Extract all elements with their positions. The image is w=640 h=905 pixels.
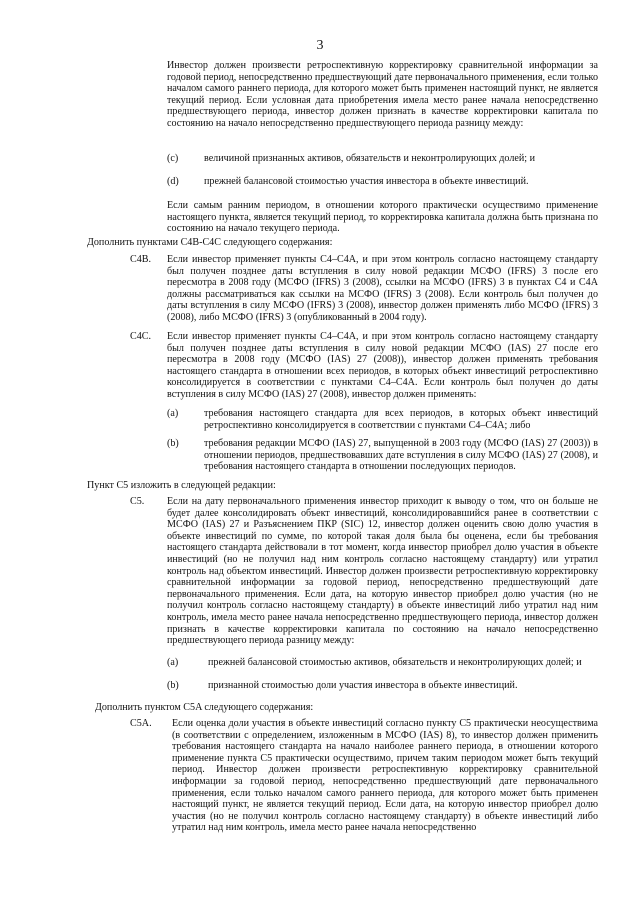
paragraph-text: Если инвестор применяет пункты С4–С4A, и при этом контроль согласно настоящему стандарту был получен позднее даты вступления в силу новой редакции МСФО (IAS) 27 после его пересмотра в 2008 году (МСФО (IAS) 27 (2008)), инвестор должен применять требования настоящего стандарта в отношении всех периодов, в которых объект инвестиций ретроспективно консолидируется в соответствии с пунктами С4–С4A. Если контроль был получен до даты вступления в силу МСФО (IAS) 27 (2008), инвестор должен применять: <box>167 331 598 400</box>
list-item-text: прежней балансовой стоимостью активов, обязательств и неконтролирующих долей; и <box>208 657 582 668</box>
instruction-heading: Пункт С5 изложить в следующей редакции: <box>87 480 276 491</box>
paragraph-text: Если оценка доли участия в объекте инвестиций согласно пункту С5 практически неосуществима (в соответствии с определением, изложенным в МСФО (IAS) 8), то инвестор должен применить требования настоящего стандарта на начало наиболее раннего периода, в отношении которого применение пункта С5 практически осуществимо, причем таким периодом может быть текущий период. Инвестор должен произвести ретроспективную корректировку сравнительной информации за годовой период, непосредственно предшествующий дате первоначального применения, если только началом самого раннего периода, для которого может быть применен настоящий пункт, не является текущий период. Если дата, на которую инвестор приобрел долю участия (но не получил контроль согласно настоящему стандарту) в объекте инвестиций либо утратил над ним контроль, имела место ранее начала непосредственно <box>172 718 598 834</box>
paragraph-label: С4B. <box>130 254 152 265</box>
paragraph-label: С5A. <box>130 718 152 729</box>
list-item-label: (b) <box>167 680 179 691</box>
list-item-text: величиной признанных активов, обязательств и неконтролирующих долей; и <box>204 153 535 164</box>
instruction-heading: Дополнить пунктом С5A следующего содержания: <box>95 702 314 713</box>
list-item-label: (c) <box>167 153 179 164</box>
intro-closing: Если самым ранним периодом, в отношении которого практически осуществимо применение настоящего пункта, является текущий период, то корректировка капитала должна быть признана по состоянию на начало текущего периода. <box>167 200 598 235</box>
intro-paragraph: Инвестор должен произвести ретроспективную корректировку сравнительной информации за годовой период, непосредственно предшествующий дате первоначального применения, если только началом самого раннего периода, для которого может быть применен настоящий пункт, не является текущий период. Если условная дата приобретения имела место ранее начала непосредственно предшествующего периода, инвестор должен признать в качестве корректировки капитала по состоянию на начало непосредственно предшествующего периода разницу между: <box>167 60 598 129</box>
list-item-label: (a) <box>167 408 179 419</box>
paragraph-label: С4С. <box>130 331 152 342</box>
paragraph-label: С5. <box>130 496 145 507</box>
list-item-text: признанной стоимостью доли участия инвестора в объекте инвестиций. <box>208 680 518 691</box>
paragraph-text: Если инвестор применяет пункты С4–С4A, и при этом контроль согласно настоящему стандарту был получен позднее даты вступления в силу новой редакции МСФО (IFRS) 3 после его пересмотра в 2008 году (МСФО (IFRS) 3 (2008), ссылки на МСФО (IFRS) 3 в пунктах С4 и С4A должны рассматриваться как ссылки на МСФО (IFRS) 3 (2008). Если контроль был получен до даты вступления в силу МСФО (IFRS) 3 (2008), инвестор должен применять либо МСФО (IFRS) 3 (2008), либо МСФО (IFRS) 3 (опубликованный в 2004 году). <box>167 254 598 323</box>
list-item-label: (d) <box>167 176 179 187</box>
list-item-label: (a) <box>167 657 179 668</box>
instruction-heading: Дополнить пунктами С4B-С4С следующего содержания: <box>87 237 333 248</box>
list-item-label: (b) <box>167 438 179 449</box>
list-item-text: требования редакции МСФО (IAS) 27, выпущенной в 2003 году (МСФО (IAS) 27 (2003)) в отношении периодов, предшествовавших дате вступления в силу МСФО (IAS) 27 (2008), и требования настоящего стандарта в отношении последующих периодов. <box>204 438 598 473</box>
page-number: 3 <box>316 38 324 53</box>
paragraph-text: Если на дату первоначального применения инвестор приходит к выводу о том, что он больше не будет далее консолидировать объект инвестиций, консолидировавшийся ранее в соответствии с МСФО (IAS) 27 и Разъяснением ПКР (SIC) 12, инвестор должен оценить свою долю участия в объекте инвестиций по сумме, по которой такая доля была бы оценена, если бы требования настоящего стандарта действовали в тот момент, когда инвестор приобрел долю участия в объекте инвестиций (но не получил над ним контроль согласно настоящему стандарту) или утратил контроль над объектом инвестиций. Инвестор должен произвести ретроспективную корректировку сравнительной информации за годовой период, непосредственно предшествующий дате первоначального применения. Если дата, на которую инвестор приобрел долю участия (но не получил контроль согласно настоящему стандарту) в объекте инвестиций либо утратил над ним контроль, имела место ранее начала непосредственно предшествующего периода, инвестор должен признать в качестве корректировки капитала по состоянию на начало непосредственно предшествующего периода разницу между: <box>167 496 598 647</box>
list-item-text: прежней балансовой стоимостью участия инвестора в объекте инвестиций. <box>204 176 529 187</box>
list-item-text: требования настоящего стандарта для всех периодов, в которых объект инвестиций ретроспективно консолидируется в соответствии с пунктами С4–С4A; либо <box>204 408 598 431</box>
